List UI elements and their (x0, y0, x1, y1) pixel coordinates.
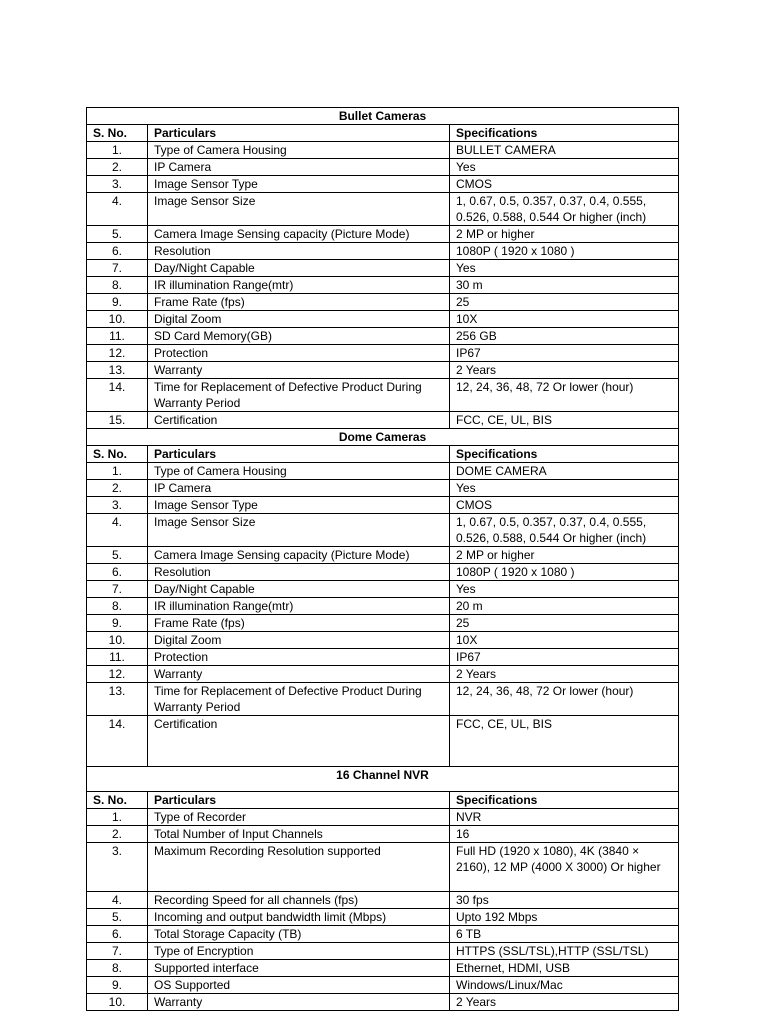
row-spec: 6 TB (450, 926, 679, 943)
row-spec: 25 (450, 294, 679, 311)
table-row (87, 666, 679, 683)
row-spec: 2 Years (450, 666, 679, 683)
row-spec: 16 (450, 826, 679, 843)
header-particulars: Particulars (148, 792, 450, 809)
row-spec: NVR (450, 809, 679, 826)
section-title: Dome Cameras (87, 429, 679, 446)
table-row (87, 683, 679, 716)
row-spec: 2 Years (450, 994, 679, 1011)
row-sno: 4. (87, 193, 148, 226)
row-particular: Time for Replacement of Defective Product During Warranty Period (148, 683, 450, 716)
row-particular: Day/Night Capable (148, 581, 450, 598)
table-row (87, 994, 679, 1011)
row-sno: 4. (87, 514, 148, 547)
row-particular: Camera Image Sensing capacity (Picture Mode) (148, 547, 450, 564)
row-sno: 5. (87, 547, 148, 564)
table-header-row (87, 125, 679, 142)
table-row (87, 311, 679, 328)
row-particular: Frame Rate (fps) (148, 294, 450, 311)
table-row (87, 328, 679, 345)
row-particular: Certification (148, 412, 450, 429)
row-sno: 11. (87, 649, 148, 666)
row-particular: Recording Speed for all channels (fps) (148, 892, 450, 909)
row-spec: 30 m (450, 277, 679, 294)
header-sno: S. No. (87, 792, 148, 809)
row-sno: 7. (87, 260, 148, 277)
row-sno: 6. (87, 564, 148, 581)
row-spec: 30 fps (450, 892, 679, 909)
row-particular: Total Storage Capacity (TB) (148, 926, 450, 943)
table-row (87, 960, 679, 977)
row-sno: 13. (87, 362, 148, 379)
row-sno: 13. (87, 683, 148, 716)
section-title-row (87, 429, 679, 446)
row-sno: 6. (87, 243, 148, 260)
header-specifications: Specifications (450, 792, 679, 809)
table-row (87, 547, 679, 564)
row-sno: 2. (87, 826, 148, 843)
row-spec: 10X (450, 632, 679, 649)
row-sno: 3. (87, 843, 148, 892)
row-spec: 1080P ( 1920 x 1080 ) (450, 564, 679, 581)
table-row (87, 379, 679, 412)
row-sno: 1. (87, 809, 148, 826)
row-sno: 4. (87, 892, 148, 909)
specifications-table (86, 107, 679, 1011)
row-particular: Digital Zoom (148, 632, 450, 649)
header-specifications: Specifications (450, 125, 679, 142)
row-spec: BULLET CAMERA (450, 142, 679, 159)
table-row (87, 362, 679, 379)
row-spec: HTTPS (SSL/TSL),HTTP (SSL/TSL) (450, 943, 679, 960)
row-sno: 7. (87, 581, 148, 598)
row-sno: 9. (87, 294, 148, 311)
row-spec: Windows/Linux/Mac (450, 977, 679, 994)
section-title-row (87, 767, 679, 792)
row-spec: IP67 (450, 345, 679, 362)
table-row (87, 977, 679, 994)
header-specifications: Specifications (450, 446, 679, 463)
row-spec: FCC, CE, UL, BIS (450, 412, 679, 429)
row-sno: 7. (87, 943, 148, 960)
table-row (87, 716, 679, 767)
row-particular: Type of Recorder (148, 809, 450, 826)
table-row (87, 598, 679, 615)
table-row (87, 843, 679, 892)
row-spec: 1, 0.67, 0.5, 0.357, 0.37, 0.4, 0.555, 0.526, 0.588, 0.544 Or higher (inch) (450, 514, 679, 547)
row-spec: 256 GB (450, 328, 679, 345)
row-spec: Yes (450, 260, 679, 277)
row-spec: 1080P ( 1920 x 1080 ) (450, 243, 679, 260)
table-row (87, 260, 679, 277)
row-sno: 2. (87, 159, 148, 176)
row-spec: 12, 24, 36, 48, 72 Or lower (hour) (450, 379, 679, 412)
header-particulars: Particulars (148, 125, 450, 142)
row-particular: Camera Image Sensing capacity (Picture Mode) (148, 226, 450, 243)
table-row (87, 632, 679, 649)
row-sno: 8. (87, 277, 148, 294)
table-row (87, 463, 679, 480)
row-particular: Resolution (148, 243, 450, 260)
row-particular: Total Number of Input Channels (148, 826, 450, 843)
table-row (87, 294, 679, 311)
table-row (87, 345, 679, 362)
section-title: 16 Channel NVR (87, 767, 679, 792)
row-sno: 10. (87, 994, 148, 1011)
row-particular: Image Sensor Type (148, 497, 450, 514)
table-header-row (87, 446, 679, 463)
row-sno: 15. (87, 412, 148, 429)
header-sno: S. No. (87, 125, 148, 142)
row-spec: 1, 0.67, 0.5, 0.357, 0.37, 0.4, 0.555, 0.526, 0.588, 0.544 Or higher (inch) (450, 193, 679, 226)
row-spec: 12, 24, 36, 48, 72 Or lower (hour) (450, 683, 679, 716)
row-spec: Upto 192 Mbps (450, 909, 679, 926)
table-header-row (87, 792, 679, 809)
row-particular: Digital Zoom (148, 311, 450, 328)
row-spec: 2 Years (450, 362, 679, 379)
table-row (87, 581, 679, 598)
row-spec: Ethernet, HDMI, USB (450, 960, 679, 977)
row-sno: 12. (87, 345, 148, 362)
row-particular: Type of Camera Housing (148, 463, 450, 480)
row-particular: Image Sensor Size (148, 193, 450, 226)
table-row (87, 277, 679, 294)
row-sno: 11. (87, 328, 148, 345)
table-row (87, 159, 679, 176)
row-sno: 10. (87, 632, 148, 649)
table-row (87, 226, 679, 243)
row-particular: Day/Night Capable (148, 260, 450, 277)
row-sno: 3. (87, 176, 148, 193)
row-sno: 10. (87, 311, 148, 328)
row-particular: Image Sensor Size (148, 514, 450, 547)
row-particular: Protection (148, 345, 450, 362)
table-row (87, 412, 679, 429)
row-sno: 1. (87, 463, 148, 480)
row-sno: 9. (87, 977, 148, 994)
row-sno: 2. (87, 480, 148, 497)
row-particular: Certification (148, 716, 450, 767)
table-row (87, 943, 679, 960)
row-particular: IR illumination Range(mtr) (148, 277, 450, 294)
row-spec: Yes (450, 480, 679, 497)
table-row (87, 142, 679, 159)
row-sno: 12. (87, 666, 148, 683)
row-particular: Warranty (148, 362, 450, 379)
table-row (87, 926, 679, 943)
row-spec: 25 (450, 615, 679, 632)
row-spec: FCC, CE, UL, BIS (450, 716, 679, 767)
row-spec: CMOS (450, 497, 679, 514)
row-sno: 9. (87, 615, 148, 632)
table-row (87, 809, 679, 826)
row-particular: Type of Camera Housing (148, 142, 450, 159)
table-row (87, 826, 679, 843)
row-particular: Image Sensor Type (148, 176, 450, 193)
row-sno: 5. (87, 909, 148, 926)
table-row (87, 615, 679, 632)
row-spec: Yes (450, 159, 679, 176)
table-row (87, 909, 679, 926)
table-row (87, 176, 679, 193)
row-sno: 8. (87, 598, 148, 615)
row-spec: 2 MP or higher (450, 547, 679, 564)
row-particular: Frame Rate (fps) (148, 615, 450, 632)
table-row (87, 564, 679, 581)
row-particular: OS Supported (148, 977, 450, 994)
section-title-row (87, 108, 679, 125)
row-particular: IP Camera (148, 159, 450, 176)
row-spec: DOME CAMERA (450, 463, 679, 480)
row-particular: IR illumination Range(mtr) (148, 598, 450, 615)
row-particular: Protection (148, 649, 450, 666)
row-particular: IP Camera (148, 480, 450, 497)
row-spec: CMOS (450, 176, 679, 193)
row-sno: 14. (87, 716, 148, 767)
row-particular: Time for Replacement of Defective Product During Warranty Period (148, 379, 450, 412)
row-particular: Maximum Recording Resolution supported (148, 843, 450, 892)
row-spec: IP67 (450, 649, 679, 666)
row-particular: SD Card Memory(GB) (148, 328, 450, 345)
row-spec: 2 MP or higher (450, 226, 679, 243)
row-spec: 20 m (450, 598, 679, 615)
table-row (87, 193, 679, 226)
section-title: Bullet Cameras (87, 108, 679, 125)
row-sno: 1. (87, 142, 148, 159)
row-particular: Type of Encryption (148, 943, 450, 960)
row-sno: 3. (87, 497, 148, 514)
row-particular: Resolution (148, 564, 450, 581)
row-spec: Yes (450, 581, 679, 598)
row-particular: Supported interface (148, 960, 450, 977)
table-row (87, 480, 679, 497)
row-particular: Warranty (148, 666, 450, 683)
row-sno: 5. (87, 226, 148, 243)
table-row (87, 497, 679, 514)
row-sno: 8. (87, 960, 148, 977)
header-sno: S. No. (87, 446, 148, 463)
table-row (87, 514, 679, 547)
table-row (87, 649, 679, 666)
row-spec: Full HD (1920 x 1080), 4K (3840 × 2160), 12 MP (4000 X 3000) Or higher (450, 843, 679, 892)
row-sno: 6. (87, 926, 148, 943)
header-particulars: Particulars (148, 446, 450, 463)
row-spec: 10X (450, 311, 679, 328)
table-row (87, 243, 679, 260)
row-sno: 14. (87, 379, 148, 412)
row-particular: Incoming and output bandwidth limit (Mbps) (148, 909, 450, 926)
row-particular: Warranty (148, 994, 450, 1011)
table-row (87, 892, 679, 909)
